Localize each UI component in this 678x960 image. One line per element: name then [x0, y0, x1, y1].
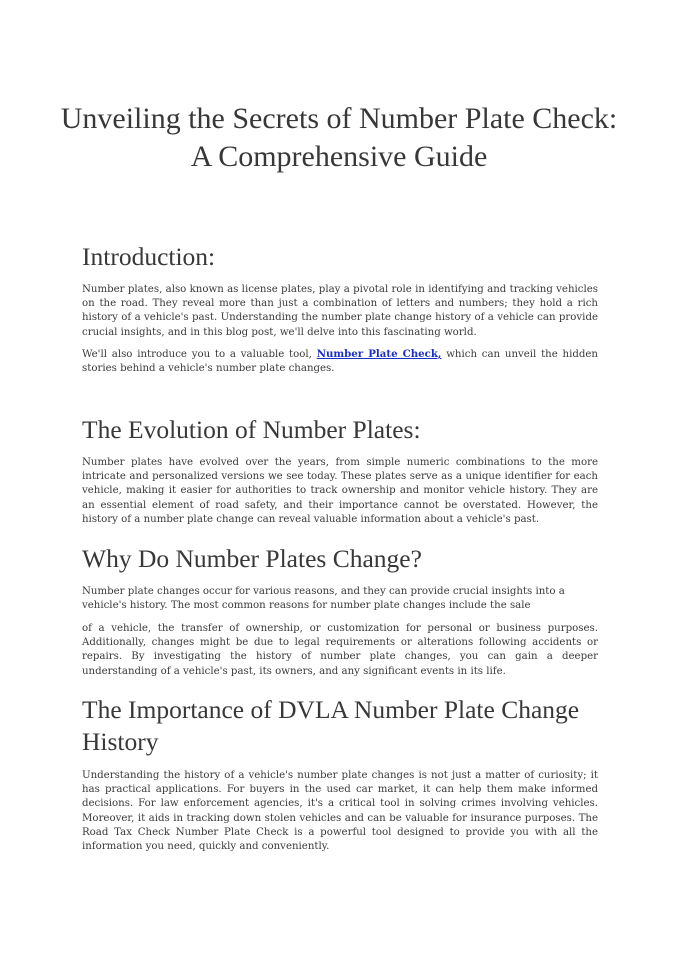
importance-paragraph: Understanding the history of a vehicle's number plate changes is not just a matter of curiosity; it has practical applications. For buyers in the used car market, it can help them make informed decisions. For law enforcement agencies, it's a critical tool in solving crimes involving vehicles. Moreover, it aids in tracking down stolen vehicles and can be valuable for insurance purposes. The Road Tax Check Number Plate Check is a powerful tool designed to provide you with all the information you need, quickly and conveniently.: [82, 770, 598, 853]
heading-why-change: Why Do Number Plates Change?: [82, 544, 422, 573]
number-plate-check-link[interactable]: Number Plate Check,: [316, 348, 442, 360]
heading-evolution: The Evolution of Number Plates:: [82, 415, 421, 444]
intro-link-paragraph: [82, 347, 598, 376]
evolution-paragraph: Number plates have evolved over the years, from simple numeric combinations to the more intricate and personalized versions we see today. These plates serve as a unique identifier for each vehicle, making it easier for authorities to track ownership and monitor vehicle history. They are an essential element of road safety, and their importance cannot be overstated. However, the history of a number plate change can reveal valuable information about a vehicle's past.: [82, 457, 598, 525]
page-title: Unveiling the Secrets of Number Plate Check: A Comprehensive Guide: [60, 102, 618, 173]
heading-introduction: Introduction:: [82, 242, 216, 271]
intro-paragraph: Number plates, also known as license plates, play a pivotal role in identifying and tracking vehicles on the road. They reveal more than just a combination of letters and numbers; they hold a rich history of a vehicle's past. Understanding the number plate change history of a vehicle can provide crucial insights, and in this blog post, we'll delve into this fascinating world.: [82, 284, 598, 338]
heading-importance: The Importance of DVLA Number Plate Change History: [82, 695, 580, 756]
why-change-paragraph-2: of a vehicle, the transfer of ownership, or customization for personal or business purposes. Additionally, changes might be due to legal requirements or alterations following accidents or repairs. By investigating the history of number plate changes, you can gain a deeper understanding of a vehicle's past, its owners, and any significant events in its life.: [82, 623, 598, 677]
intro-link-before: We'll also introduce you to a valuable tool,: [82, 349, 317, 360]
why-change-paragraph-1: Number plate changes occur for various reasons, and they can provide crucial insights into a vehicle's history. The most common reasons for number plate changes include the sale: [82, 586, 565, 612]
intro-link-after: which can unveil the hidden stories behind a vehicle's number plate changes.: [82, 349, 598, 375]
